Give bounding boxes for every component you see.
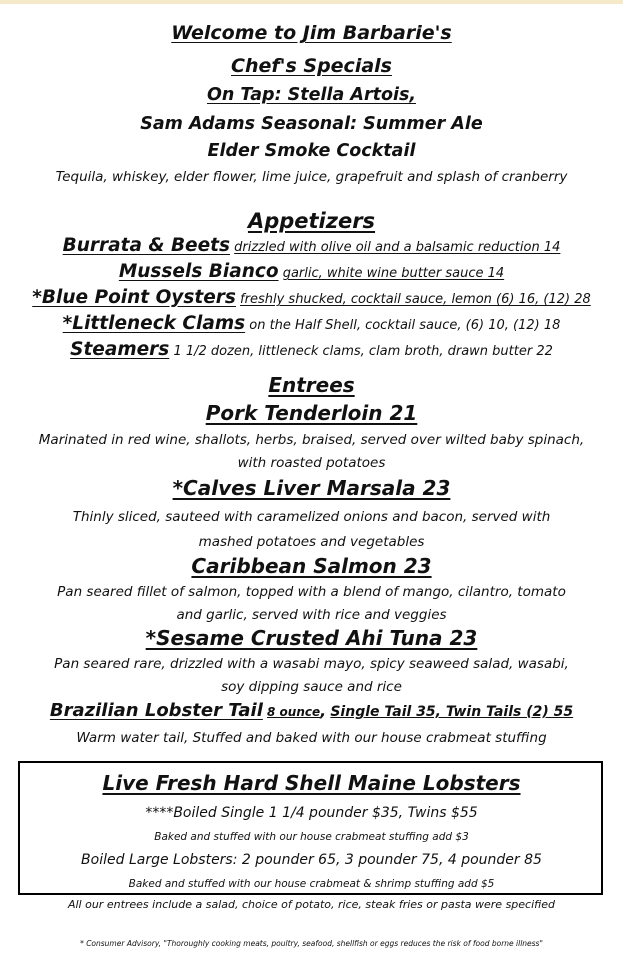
consumer-advisory: * Consumer Advisory, "Thoroughly cooking meats, poultry, seafood, shellfish or eggs reduces the risk of food borne illness": [80, 939, 543, 948]
appetizer-name: *Littleneck Clams: [62, 313, 246, 334]
cocktail-name: Elder Smoke Cocktail: [207, 141, 416, 161]
entree-name: Caribbean Salmon 23: [191, 554, 432, 578]
entrees-include-note: All our entrees include a salad, choice of potato, rice, steak fries or pasta were specified: [67, 898, 556, 911]
appetizer-item: [0, 263, 623, 282]
lobster-tail-name: Brazilian Lobster Tail: [49, 700, 263, 721]
entree-description: and garlic, served with rice and veggies: [176, 607, 447, 623]
appetizer-detail: garlic, white wine butter sauce 14: [282, 266, 505, 281]
appetizer-item: [0, 237, 623, 256]
stuffed-note-2: Baked and stuffed with our house crabmeat & shrimp stuffing add $5: [128, 878, 495, 890]
appetizer-detail: on the Half Shell, cocktail sauce, (6) 10, (12) 18: [249, 318, 561, 333]
entree-name: *Sesame Crusted Ahi Tuna 23: [145, 626, 478, 650]
appetizer-item: [0, 341, 623, 360]
appetizer-item: [0, 315, 623, 334]
appetizer-detail: drizzled with olive oil and a balsamic reduction 14: [234, 240, 561, 255]
appetizer-item: [0, 289, 623, 308]
entree-name: *Calves Liver Marsala 23: [172, 476, 451, 500]
entree-description: Marinated in red wine, shallots, herbs, braised, served over wilted baby spinach,: [38, 432, 585, 448]
entree-name: Pork Tenderloin 21: [205, 401, 418, 425]
entrees-heading: Entrees: [268, 373, 355, 397]
appetizer-name: Steamers: [70, 339, 170, 360]
entree-description: soy dipping sauce and rice: [221, 679, 402, 695]
entree-description: with roasted potatoes: [237, 455, 386, 471]
appetizer-name: Mussels Bianco: [118, 261, 279, 282]
maine-lobsters-title: Live Fresh Hard Shell Maine Lobsters: [102, 771, 521, 795]
appetizers-heading: Appetizers: [247, 209, 376, 233]
lobster-tail-size: 8 ounce: [267, 705, 321, 719]
on-tap-line-1: On Tap: Stella Artois,: [206, 85, 417, 105]
appetizer-name: Burrata & Beets: [62, 235, 230, 256]
stuffed-note-1: Baked and stuffed with our house crabmeat stuffing add $3: [154, 831, 469, 843]
cocktail-description: Tequila, whiskey, elder flower, lime juice, grapefruit and splash of cranberry: [55, 169, 568, 185]
entree-description: Pan seared fillet of salmon, topped with a blend of mango, cilantro, tomato: [57, 584, 566, 600]
appetizer-name: *Blue Point Oysters: [32, 287, 236, 308]
specials-heading: Chef's Specials: [231, 55, 392, 77]
entree-description: Pan seared rare, drizzled with a wasabi mayo, spicy seaweed salad, wasabi,: [54, 656, 569, 672]
lobster-tail-price: Single Tail 35, Twin Tails (2) 55: [330, 704, 574, 720]
appetizer-detail: freshly shucked, cocktail sauce, lemon (6) 16, (12) 28: [240, 292, 591, 307]
on-tap-line-2: Sam Adams Seasonal: Summer Ale: [140, 114, 483, 134]
boiled-single-line: ****Boiled Single 1 1/4 pounder $35, Twins $55: [145, 805, 478, 821]
boiled-large-line: Boiled Large Lobsters: 2 pounder 65, 3 pounder 75, 4 pounder 85: [81, 852, 542, 868]
entree-description: mashed potatoes and vegetables: [198, 534, 425, 550]
lobster-tail-description: Warm water tail, Stuffed and baked with our house crabmeat stuffing: [76, 730, 547, 746]
lobster-tail-separator: ,: [320, 701, 327, 720]
appetizer-detail: 1 1/2 dozen, littleneck clams, clam broth, drawn butter 22: [173, 344, 553, 359]
welcome-heading: Welcome to Jim Barbarie's: [171, 22, 452, 44]
entree-description: Thinly sliced, sauteed with caramelized onions and bacon, served with: [72, 509, 551, 525]
lobster-tail-item: [0, 702, 623, 720]
